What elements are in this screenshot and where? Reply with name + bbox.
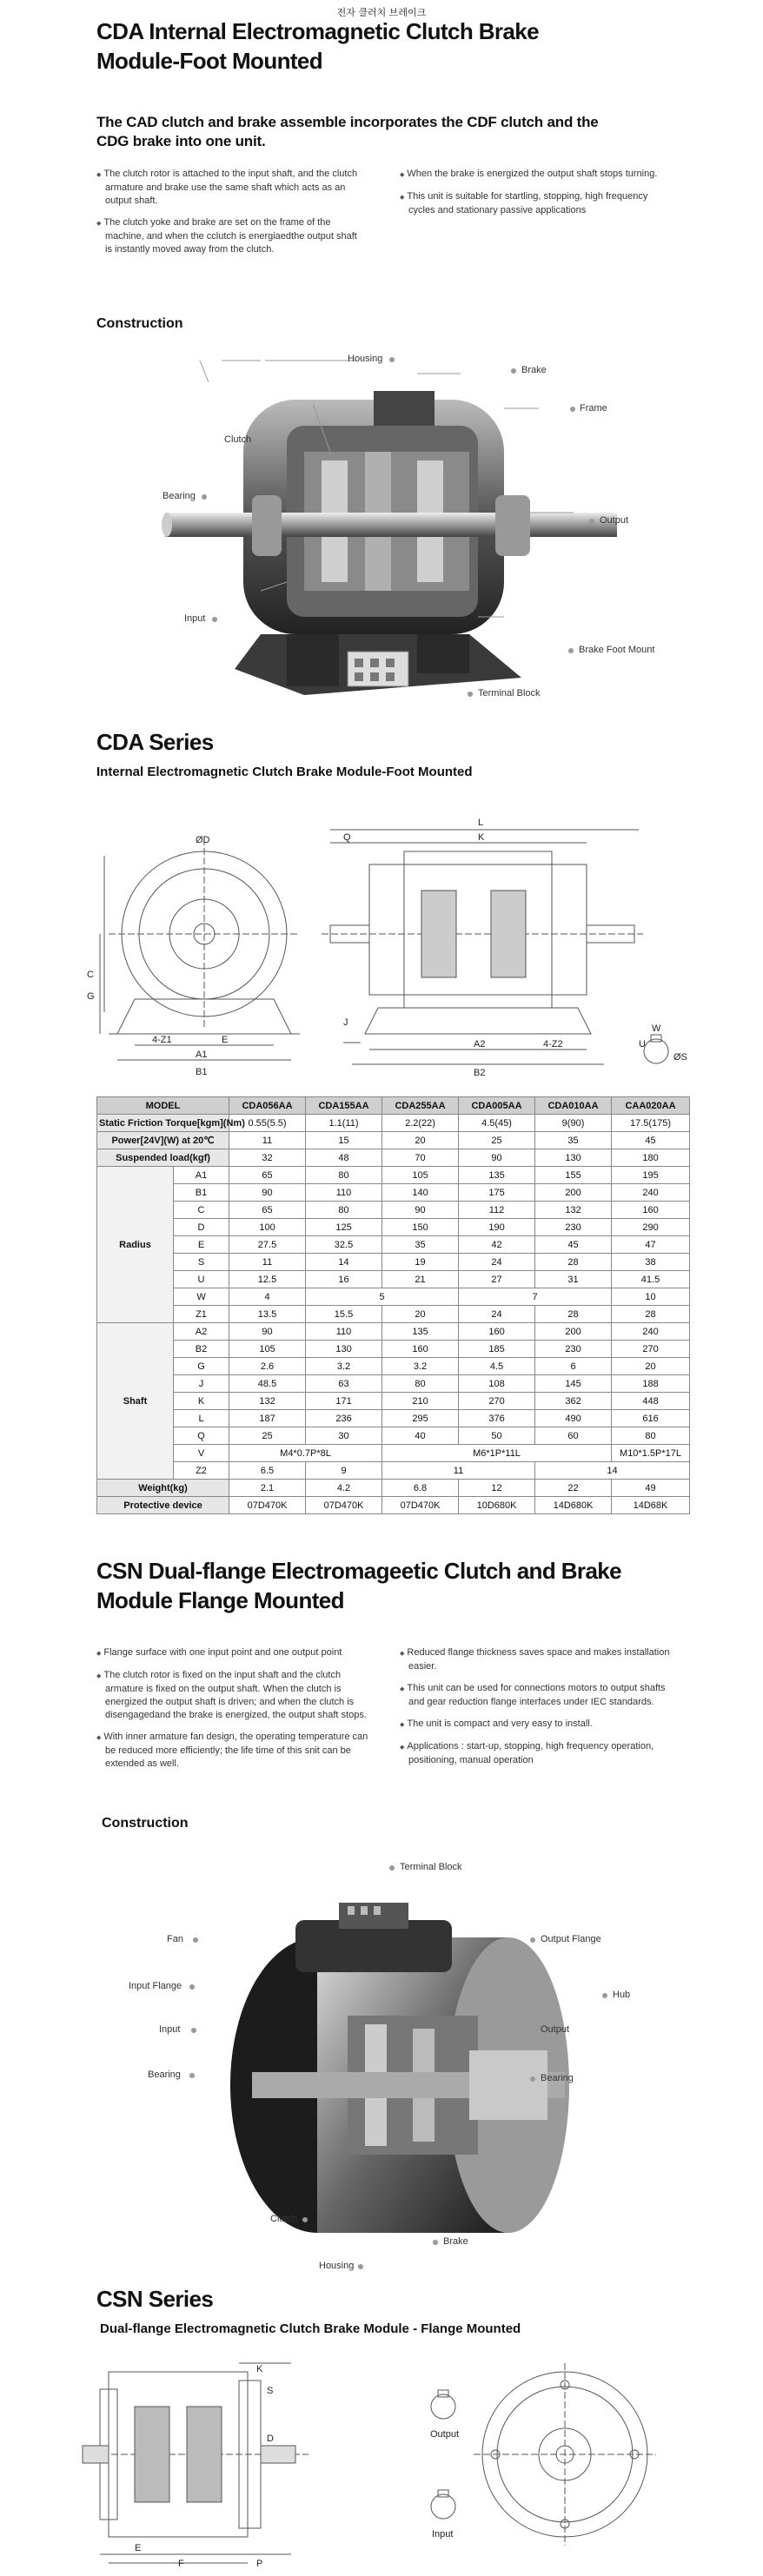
spec-row <box>97 1462 690 1480</box>
spec-cell: 130 <box>535 1149 612 1167</box>
spec-cell: 195 <box>612 1167 690 1184</box>
spec-cell: 0.55(5.5) <box>229 1115 306 1132</box>
spec-cell: 20 <box>382 1306 459 1323</box>
spec-cell: 236 <box>306 1410 382 1427</box>
spec-cell: 200 <box>535 1323 612 1341</box>
spec-cell: 21 <box>382 1271 459 1288</box>
spec-cell: 180 <box>612 1149 690 1167</box>
spec-cell: 48.5 <box>229 1375 306 1393</box>
csn-construction-drawing <box>217 1868 591 2250</box>
spec-cell: 19 <box>382 1254 459 1271</box>
spec-cell: 125 <box>306 1219 382 1236</box>
cda-drawing-label-a2: A2 <box>474 1039 486 1050</box>
spec-cell: 90 <box>459 1149 535 1167</box>
spec-cell: 160 <box>612 1202 690 1219</box>
spec-row <box>97 1497 690 1514</box>
spec-row-key: B2 <box>174 1341 229 1358</box>
csn-dot-output <box>530 2028 535 2033</box>
spec-cell: 48 <box>306 1149 382 1167</box>
spec-row-key: Z1 <box>174 1306 229 1323</box>
csn-label-input: Input <box>159 2024 181 2035</box>
cda-construction-figure <box>156 348 643 721</box>
spec-row <box>97 1445 690 1462</box>
csn-bullets-left <box>96 1646 375 1779</box>
spec-row <box>97 1219 690 1236</box>
cda-drawing-label-j: J <box>343 1017 348 1028</box>
cda-label-frame: Frame <box>580 403 607 414</box>
spec-model: CDA010AA <box>535 1097 612 1115</box>
cda-bullets-left <box>96 168 366 265</box>
csn-label-clutch: Clutch <box>270 2214 298 2224</box>
spec-row <box>97 1149 690 1167</box>
spec-cell: 45 <box>612 1132 690 1149</box>
spec-cell: M10*1.5P*17L <box>612 1445 690 1462</box>
spec-cell: 47 <box>612 1236 690 1254</box>
csn-bullets-right <box>400 1646 678 1776</box>
spec-row <box>97 1236 690 1254</box>
spec-cell: 175 <box>459 1184 535 1202</box>
csn-dot-input <box>191 2028 196 2033</box>
spec-cell: 190 <box>459 1219 535 1236</box>
spec-model-label: MODEL <box>97 1097 229 1115</box>
csn-bullet-right-1: ◆ Reduced flange thickness saves space and makes installation easier. <box>400 1646 678 1673</box>
spec-row <box>97 1427 690 1445</box>
spec-row <box>97 1254 690 1271</box>
spec-cell: 5 <box>306 1288 459 1306</box>
spec-cell: 362 <box>535 1393 612 1410</box>
csn-series-title: CSN Series <box>96 2286 214 2312</box>
spec-cell: 12 <box>459 1480 535 1497</box>
spec-cell: 27 <box>459 1271 535 1288</box>
spec-cell: 295 <box>382 1410 459 1427</box>
cda-title-line1: CDA Internal Electromagnetic Clutch Brake <box>96 18 540 44</box>
spec-row <box>97 1306 690 1323</box>
spec-cell: 4 <box>229 1288 306 1306</box>
spec-cell: 14 <box>535 1462 690 1480</box>
csn-label-fan: Fan <box>167 1934 183 1944</box>
csn-drawing-svg <box>83 2354 691 2572</box>
csn-title-line2: Module Flange Mounted <box>96 1587 344 1613</box>
spec-cell: 70 <box>382 1149 459 1167</box>
spec-cell: 32 <box>229 1149 306 1167</box>
spec-cell: 210 <box>382 1393 459 1410</box>
spec-model: CDA155AA <box>306 1097 382 1115</box>
csn-drawing-label-s: S <box>267 2386 274 2396</box>
spec-cell: 90 <box>229 1323 306 1341</box>
spec-cell: 616 <box>612 1410 690 1427</box>
spec-group-radius: Radius <box>97 1167 174 1323</box>
spec-cell: 185 <box>459 1341 535 1358</box>
cda-dot-housing <box>389 357 395 362</box>
spec-cell: 07D470K <box>382 1497 459 1514</box>
spec-cell: 14 <box>306 1254 382 1271</box>
spec-row-key: V <box>174 1445 229 1462</box>
spec-cell: 50 <box>459 1427 535 1445</box>
korean-header: 전자 클러치 브레이크 <box>336 7 427 18</box>
cda-drawing-label-e: E <box>222 1035 229 1045</box>
cda-drawing-label-z2: 4-Z2 <box>543 1039 563 1050</box>
spec-cell: 4.5 <box>459 1358 535 1375</box>
spec-row-key: S <box>174 1254 229 1271</box>
spec-cell: 110 <box>306 1323 382 1341</box>
cda-dot-clutch <box>259 438 264 443</box>
cda-drawing-label-b1: B1 <box>196 1067 208 1077</box>
csn-dot-input-flange <box>189 1984 195 1990</box>
spec-cell: 42 <box>459 1236 535 1254</box>
cda-drawing-label-c: C <box>87 970 94 980</box>
spec-cell: 2.6 <box>229 1358 306 1375</box>
cda-spec-table <box>96 1096 690 1514</box>
spec-row <box>97 1271 690 1288</box>
spec-cell: 130 <box>306 1341 382 1358</box>
spec-cell: 07D470K <box>229 1497 306 1514</box>
cda-dot-brake <box>511 368 516 374</box>
cda-drawing-svg <box>83 804 691 1090</box>
cda-drawing-label-z1: 4-Z1 <box>152 1035 172 1045</box>
spec-row-key: J <box>174 1375 229 1393</box>
csn-dot-bearing-left <box>189 2073 195 2078</box>
cda-bullet-right-2: ◆ This unit is suitable for startling, stopping, high frequency cycles and stationary passive applications <box>400 190 669 217</box>
spec-cell: 22 <box>535 1480 612 1497</box>
spec-cell: 145 <box>535 1375 612 1393</box>
spec-cell: 90 <box>382 1202 459 1219</box>
spec-cell: 80 <box>612 1427 690 1445</box>
spec-cell: 65 <box>229 1167 306 1184</box>
cda-dot-terminal-block <box>468 692 473 697</box>
spec-cell: M6*1P*11L <box>382 1445 612 1462</box>
cda-drawing-label-u: U <box>639 1039 646 1050</box>
csn-dot-bearing-right <box>530 2076 535 2082</box>
spec-model: CDA005AA <box>459 1097 535 1115</box>
spec-cell: 11 <box>229 1132 306 1149</box>
spec-row <box>97 1167 690 1184</box>
spec-cell: 17.5(175) <box>612 1115 690 1132</box>
spec-row-key: G <box>174 1358 229 1375</box>
csn-label-housing: Housing <box>319 2261 355 2271</box>
spec-cell: 10D680K <box>459 1497 535 1514</box>
spec-cell: 25 <box>459 1132 535 1149</box>
spec-cell: 35 <box>535 1132 612 1149</box>
spec-cell: 13.5 <box>229 1306 306 1323</box>
csn-dot-terminal-block <box>389 1865 395 1871</box>
csn-series-subtitle: Dual-flange Electromagnetic Clutch Brake Module - Flange Mounted <box>100 2321 521 2336</box>
cda-title-line2: Module-Foot Mounted <box>96 48 323 74</box>
spec-cell: 1.1(11) <box>306 1115 382 1132</box>
spec-cell: 110 <box>306 1184 382 1202</box>
spec-row-key: B1 <box>174 1184 229 1202</box>
spec-cell: 07D470K <box>306 1497 382 1514</box>
csn-label-output-flange: Output Flange <box>541 1934 601 1944</box>
spec-cell: 2.1 <box>229 1480 306 1497</box>
spec-cell: 35 <box>382 1236 459 1254</box>
spec-cell: 16 <box>306 1271 382 1288</box>
cda-label-input: Input <box>184 613 206 624</box>
cda-subtitle-line1: The CAD clutch and brake assemble incorporates the CDF clutch and the <box>96 114 599 130</box>
spec-cell: 20 <box>382 1132 459 1149</box>
spec-cell: 230 <box>535 1341 612 1358</box>
cda-drawing-label-os: ØS <box>673 1052 687 1063</box>
spec-row-label: Power[24V](W) at 20℃ <box>97 1132 229 1149</box>
spec-cell: 11 <box>229 1254 306 1271</box>
spec-cell: 11 <box>382 1462 535 1480</box>
spec-cell: 112 <box>459 1202 535 1219</box>
spec-cell: 132 <box>229 1393 306 1410</box>
spec-cell: 49 <box>612 1480 690 1497</box>
spec-row-key: U <box>174 1271 229 1288</box>
spec-row-key: D <box>174 1219 229 1236</box>
spec-row <box>97 1132 690 1149</box>
cda-dot-bearing <box>202 494 207 500</box>
spec-cell: 6.8 <box>382 1480 459 1497</box>
csn-label-brake: Brake <box>443 2236 468 2247</box>
cda-bullet-left-2: ◆ The clutch yoke and brake are set on the frame of the machine, and when the cclutch is energiaedthe output shaft is instantly moved away from the clutch. <box>96 216 366 256</box>
csn-drawing-label-k: K <box>256 2364 263 2374</box>
spec-cell: 188 <box>612 1375 690 1393</box>
spec-row-key: Q <box>174 1427 229 1445</box>
spec-row-key: L <box>174 1410 229 1427</box>
csn-label-hub: Hub <box>613 1990 631 2000</box>
csn-drawing-label-d: D <box>267 2434 274 2444</box>
spec-row-key: W <box>174 1288 229 1306</box>
spec-cell: 4.5(45) <box>459 1115 535 1132</box>
spec-row <box>97 1341 690 1358</box>
spec-cell: 25 <box>229 1427 306 1445</box>
spec-cell: 2.2(22) <box>382 1115 459 1132</box>
spec-cell: 160 <box>459 1323 535 1341</box>
cda-construction-heading: Construction <box>96 316 183 331</box>
csn-dot-fan <box>193 1937 198 1943</box>
csn-bullet-right-2: ◆ This unit can be used for connections motors to output shafts and gear reduction flange interfaces under IEC standards. <box>400 1682 678 1709</box>
spec-cell: 15.5 <box>306 1306 382 1323</box>
spec-cell: 3.2 <box>306 1358 382 1375</box>
spec-row-key: C <box>174 1202 229 1219</box>
cda-dot-input <box>212 617 217 622</box>
spec-row-key: A2 <box>174 1323 229 1341</box>
cda-dot-output <box>589 519 594 524</box>
cda-spec-table-wrap <box>96 1096 690 1514</box>
csn-drawing-label-output: Output <box>430 2429 460 2440</box>
spec-cell: 4.2 <box>306 1480 382 1497</box>
cda-technical-drawing <box>83 804 691 1090</box>
spec-cell: 28 <box>535 1306 612 1323</box>
spec-cell: 28 <box>612 1306 690 1323</box>
spec-model: CDA255AA <box>382 1097 459 1115</box>
csn-bullet-left-3: ◆ With inner armature fan design, the operating temperature can be reduced more efficiently; the life time of this snit can be extended as well. <box>96 1731 375 1771</box>
spec-cell: 90 <box>229 1184 306 1202</box>
spec-cell: M4*0.7P*8L <box>229 1445 382 1462</box>
spec-cell: 376 <box>459 1410 535 1427</box>
spec-cell: 171 <box>306 1393 382 1410</box>
cda-label-brake-foot-mount: Brake Foot Mount <box>579 645 655 655</box>
csn-dot-hub <box>602 1993 607 1998</box>
spec-cell: 160 <box>382 1341 459 1358</box>
spec-row <box>97 1202 690 1219</box>
spec-cell: 140 <box>382 1184 459 1202</box>
cda-drawing-label-g: G <box>87 991 95 1002</box>
spec-row-label: Weight(kg) <box>97 1480 229 1497</box>
spec-cell: 132 <box>535 1202 612 1219</box>
csn-dot-brake <box>433 2240 438 2245</box>
spec-cell: 41.5 <box>612 1271 690 1288</box>
spec-cell: 9 <box>306 1462 382 1480</box>
csn-drawing-label-f: F <box>178 2559 184 2569</box>
csn-title-line1: CSN Dual-flange Electromageetic Clutch and Brake <box>96 1558 622 1584</box>
cda-dot-brake-foot-mount <box>568 648 574 653</box>
csn-label-bearing-left: Bearing <box>148 2069 181 2080</box>
csn-dot-clutch <box>302 2217 308 2222</box>
spec-row-key: E <box>174 1236 229 1254</box>
cda-label-terminal-block: Terminal Block <box>478 688 541 699</box>
spec-row-key: K <box>174 1393 229 1410</box>
csn-construction-figure <box>217 1868 591 2250</box>
spec-cell: 32.5 <box>306 1236 382 1254</box>
spec-cell: 15 <box>306 1132 382 1149</box>
spec-row <box>97 1393 690 1410</box>
cda-label-brake: Brake <box>521 365 547 375</box>
spec-cell: 65 <box>229 1202 306 1219</box>
spec-row <box>97 1410 690 1427</box>
csn-label-bearing-right: Bearing <box>541 2073 574 2083</box>
spec-cell: 155 <box>535 1167 612 1184</box>
cda-drawing-label-od: ØD <box>196 835 210 845</box>
spec-cell: 105 <box>229 1341 306 1358</box>
spec-cell: 40 <box>382 1427 459 1445</box>
spec-row <box>97 1480 690 1497</box>
spec-cell: 7 <box>459 1288 612 1306</box>
spec-cell: 135 <box>459 1167 535 1184</box>
spec-row <box>97 1323 690 1341</box>
cda-subtitle-line2: CDG brake into one unit. <box>96 133 266 149</box>
spec-row-label: Protective device <box>97 1497 229 1514</box>
spec-cell: 108 <box>459 1375 535 1393</box>
csn-label-output: Output <box>541 2024 570 2035</box>
spec-cell: 100 <box>229 1219 306 1236</box>
spec-row <box>97 1358 690 1375</box>
cda-drawing-label-k: K <box>478 832 485 843</box>
spec-cell: 150 <box>382 1219 459 1236</box>
csn-dot-housing <box>358 2264 363 2269</box>
cda-series-title: CDA Series <box>96 729 214 755</box>
csn-label-input-flange: Input Flange <box>129 1981 182 1991</box>
spec-cell: 490 <box>535 1410 612 1427</box>
cda-label-housing: Housing <box>348 354 383 364</box>
spec-cell: 80 <box>382 1375 459 1393</box>
spec-cell: 27.5 <box>229 1236 306 1254</box>
csn-drawing-label-e: E <box>135 2543 142 2553</box>
spec-cell: 31 <box>535 1271 612 1288</box>
spec-cell: 270 <box>459 1393 535 1410</box>
spec-cell: 12.5 <box>229 1271 306 1288</box>
cda-drawing-label-q: Q <box>343 832 351 843</box>
spec-row-label: Suspended load(kgf) <box>97 1149 229 1167</box>
csn-bullet-right-4: ◆ Applications : start-up, stopping, high frequency operation, positioning, manual operation <box>400 1740 678 1767</box>
csn-technical-drawing <box>83 2354 691 2572</box>
spec-cell: 20 <box>612 1358 690 1375</box>
spec-cell: 240 <box>612 1184 690 1202</box>
cda-series-subtitle: Internal Electromagnetic Clutch Brake Module-Foot Mounted <box>96 765 473 779</box>
spec-cell: 105 <box>382 1167 459 1184</box>
cda-label-output: Output <box>600 515 629 526</box>
spec-cell: 63 <box>306 1375 382 1393</box>
spec-cell: 28 <box>535 1254 612 1271</box>
spec-cell: 30 <box>306 1427 382 1445</box>
spec-cell: 187 <box>229 1410 306 1427</box>
spec-cell: 135 <box>382 1323 459 1341</box>
csn-bullet-right-3: ◆ The unit is compact and very easy to install. <box>400 1718 678 1732</box>
spec-cell: 10 <box>612 1288 690 1306</box>
spec-row <box>97 1375 690 1393</box>
cda-bullets-right <box>400 168 669 226</box>
spec-row <box>97 1184 690 1202</box>
csn-drawing-label-input: Input <box>432 2529 454 2540</box>
cda-dot-frame <box>570 407 575 412</box>
cda-label-bearing: Bearing <box>163 491 196 501</box>
spec-cell: 60 <box>535 1427 612 1445</box>
csn-bullet-left-1: ◆ Flange surface with one input point and one output point <box>96 1646 375 1660</box>
spec-row <box>97 1288 690 1306</box>
spec-cell: 9(90) <box>535 1115 612 1132</box>
spec-row-key: A1 <box>174 1167 229 1184</box>
spec-header-row <box>97 1097 690 1115</box>
cda-drawing-label-a1: A1 <box>196 1050 208 1060</box>
spec-row <box>97 1115 690 1132</box>
spec-group-shaft: Shaft <box>97 1323 174 1480</box>
cda-drawing-label-w: W <box>652 1023 661 1034</box>
spec-cell: 448 <box>612 1393 690 1410</box>
cda-bullet-left-1: ◆ The clutch rotor is attached to the input shaft, and the clutch armature and brake use the same shaft which acts as an output shaft. <box>96 168 366 208</box>
cda-drawing-label-l: L <box>478 818 484 828</box>
cda-bullet-right-1: ◆ When the brake is energized the output shaft stops turning. <box>400 168 669 182</box>
cda-construction-drawing <box>156 348 643 721</box>
csn-dot-output-flange <box>530 1937 535 1943</box>
csn-bullet-left-2: ◆ The clutch rotor is fixed on the input shaft and the clutch armature is fixed on the output shaft. When the clutch is energized the output shaft is driven; and when the clutch is disengagedand the brake is energized, the output shaft stops. <box>96 1669 375 1722</box>
csn-construction-heading: Construction <box>102 1816 189 1831</box>
spec-cell: 80 <box>306 1202 382 1219</box>
spec-cell: 6.5 <box>229 1462 306 1480</box>
spec-cell: 270 <box>612 1341 690 1358</box>
spec-row-key: Z2 <box>174 1462 229 1480</box>
spec-row-label: Static Friction Torque[kgm](Nm) <box>97 1115 229 1132</box>
spec-cell: 38 <box>612 1254 690 1271</box>
spec-cell: 24 <box>459 1306 535 1323</box>
spec-cell: 240 <box>612 1323 690 1341</box>
spec-cell: 14D680K <box>535 1497 612 1514</box>
spec-cell: 6 <box>535 1358 612 1375</box>
spec-model: CDA056AA <box>229 1097 306 1115</box>
spec-cell: 80 <box>306 1167 382 1184</box>
spec-cell: 290 <box>612 1219 690 1236</box>
cda-label-clutch: Clutch <box>224 434 252 445</box>
spec-cell: 45 <box>535 1236 612 1254</box>
spec-model: CAA020AA <box>612 1097 690 1115</box>
spec-cell: 230 <box>535 1219 612 1236</box>
cda-drawing-label-b2: B2 <box>474 1068 486 1078</box>
csn-label-terminal-block: Terminal Block <box>400 1862 462 1872</box>
spec-cell: 200 <box>535 1184 612 1202</box>
spec-cell: 14D68K <box>612 1497 690 1514</box>
csn-drawing-label-p: P <box>256 2559 263 2569</box>
spec-cell: 3.2 <box>382 1358 459 1375</box>
spec-cell: 24 <box>459 1254 535 1271</box>
